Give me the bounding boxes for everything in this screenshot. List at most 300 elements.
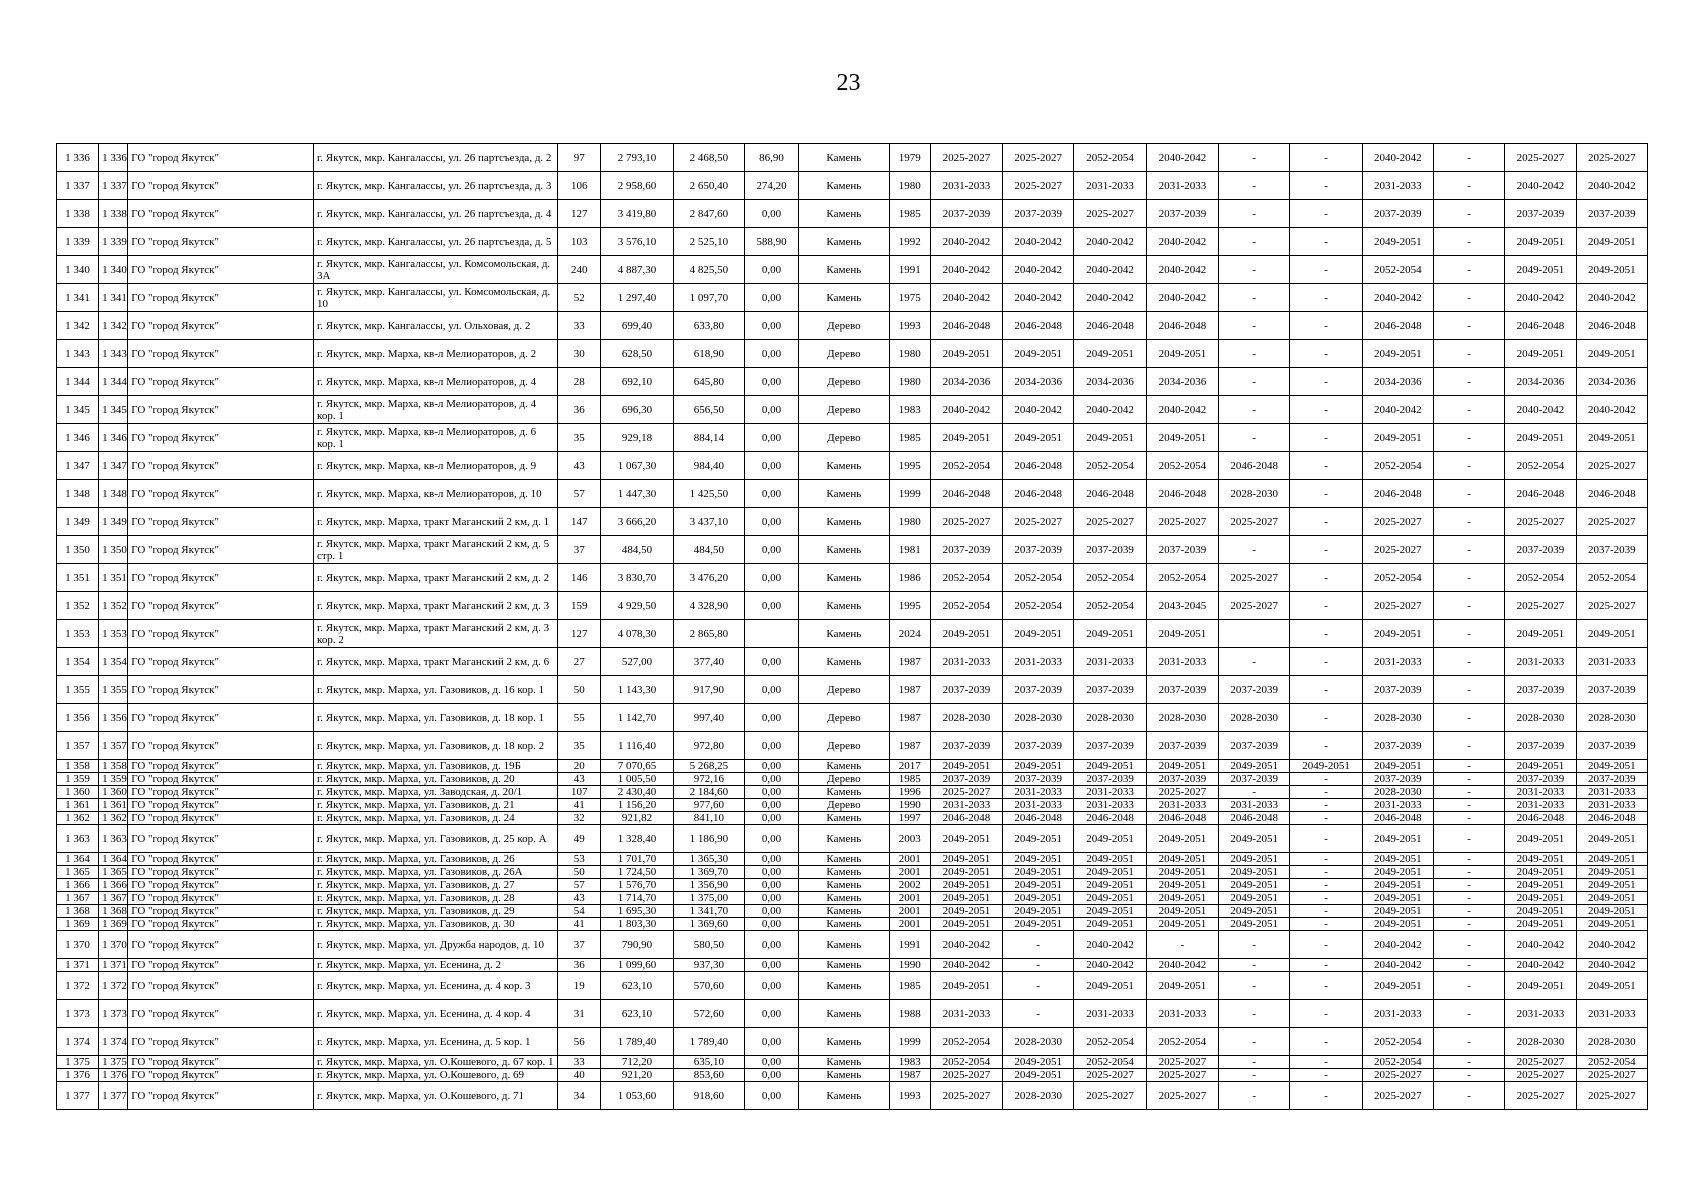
- cell-address: г. Якутск, мкр. Марха, тракт Маганский 2 км, д. 3 кор. 2: [314, 620, 558, 648]
- cell-repair-period-5: 2037-2039: [1219, 732, 1290, 760]
- cell-repair-period-4: 2052-2054: [1146, 564, 1218, 592]
- cell-address: г. Якутск, мкр. Марха, ул. Заводская, д. 20/1: [314, 786, 558, 799]
- cell-registry-number: 1 350: [99, 536, 128, 564]
- cell-total-area: 7 070,65: [601, 760, 673, 773]
- cell-repair-period-9: 2031-2033: [1505, 1000, 1576, 1028]
- table-row: [57, 773, 1648, 786]
- cell-year-built: 1993: [889, 1082, 930, 1110]
- cell-living-area: 572,60: [673, 1000, 744, 1028]
- cell-repair-period-6: -: [1290, 424, 1362, 452]
- cell-total-area: 3 419,80: [601, 200, 673, 228]
- cell-row-index: 1 362: [57, 812, 99, 825]
- cell-row-index: 1 345: [57, 396, 99, 424]
- cell-repair-period-5: -: [1219, 144, 1290, 172]
- cell-repair-period-9: 2031-2033: [1505, 648, 1576, 676]
- cell-nonresidential-area: 0,00: [744, 1082, 798, 1110]
- cell-repair-period-3: 2037-2039: [1074, 676, 1146, 704]
- cell-row-index: 1 368: [57, 905, 99, 918]
- cell-repair-period-2: 2025-2027: [1003, 172, 1074, 200]
- cell-nonresidential-area: 0,00: [744, 799, 798, 812]
- cell-municipality: ГО "город Якутск": [128, 508, 314, 536]
- cell-nonresidential-area: 0,00: [744, 396, 798, 424]
- cell-repair-period-1: 2052-2054: [930, 1056, 1002, 1069]
- cell-address: г. Якутск, мкр. Марха, ул. Газовиков, д. 16 кор. 1: [314, 676, 558, 704]
- cell-living-area: 633,80: [673, 312, 744, 340]
- cell-nonresidential-area: 86,90: [744, 144, 798, 172]
- cell-total-area: 692,10: [601, 368, 673, 396]
- cell-living-area: 917,90: [673, 676, 744, 704]
- cell-nonresidential-area: 0,00: [744, 312, 798, 340]
- cell-registry-number: 1 374: [99, 1028, 128, 1056]
- cell-apartments: 32: [558, 812, 601, 825]
- cell-repair-period-2: 2049-2051: [1003, 879, 1074, 892]
- cell-address: г. Якутск, мкр. Кангалассы, ул. Комсомольская, д. 10: [314, 284, 558, 312]
- cell-repair-period-9: 2049-2051: [1505, 424, 1576, 452]
- cell-wall-material: Камень: [798, 812, 889, 825]
- cell-apartments: 107: [558, 786, 601, 799]
- cell-nonresidential-area: 0,00: [744, 760, 798, 773]
- cell-total-area: 3 576,10: [601, 228, 673, 256]
- table-row: [57, 799, 1648, 812]
- cell-living-area: 1 097,70: [673, 284, 744, 312]
- cell-repair-period-9: 2025-2027: [1505, 1056, 1576, 1069]
- cell-year-built: 1980: [889, 368, 930, 396]
- cell-repair-period-8: -: [1434, 812, 1505, 825]
- cell-repair-period-8: -: [1434, 825, 1505, 853]
- cell-repair-period-8: -: [1434, 592, 1505, 620]
- cell-year-built: 1985: [889, 972, 930, 1000]
- cell-year-built: 1990: [889, 799, 930, 812]
- cell-wall-material: Камень: [798, 972, 889, 1000]
- cell-repair-period-8: -: [1434, 931, 1505, 959]
- cell-total-area: 1 297,40: [601, 284, 673, 312]
- cell-repair-period-4: 2037-2039: [1146, 773, 1218, 786]
- cell-repair-period-2: -: [1003, 1000, 1074, 1028]
- cell-repair-period-6: -: [1290, 905, 1362, 918]
- cell-municipality: ГО "город Якутск": [128, 879, 314, 892]
- cell-apartments: 28: [558, 368, 601, 396]
- cell-total-area: 1 695,30: [601, 905, 673, 918]
- cell-apartments: 56: [558, 1028, 601, 1056]
- cell-repair-period-4: 2040-2042: [1146, 284, 1218, 312]
- cell-repair-period-8: -: [1434, 172, 1505, 200]
- cell-repair-period-8: -: [1434, 905, 1505, 918]
- cell-registry-number: 1 372: [99, 972, 128, 1000]
- cell-repair-period-1: 2040-2042: [930, 284, 1002, 312]
- cell-repair-period-7: 2052-2054: [1362, 1056, 1433, 1069]
- cell-repair-period-10: 2049-2051: [1576, 905, 1647, 918]
- cell-repair-period-7: 2037-2039: [1362, 200, 1433, 228]
- cell-repair-period-5: -: [1219, 648, 1290, 676]
- cell-repair-period-6: -: [1290, 879, 1362, 892]
- cell-address: г. Якутск, мкр. Марха, ул. Газовиков, д. 30: [314, 918, 558, 931]
- cell-apartments: 103: [558, 228, 601, 256]
- cell-year-built: 1987: [889, 732, 930, 760]
- cell-total-area: 4 887,30: [601, 256, 673, 284]
- cell-address: г. Якутск, мкр. Марха, ул. Газовиков, д. 28: [314, 892, 558, 905]
- cell-address: г. Якутск, мкр. Марха, ул. Газовиков, д. 24: [314, 812, 558, 825]
- cell-repair-period-3: 2037-2039: [1074, 773, 1146, 786]
- cell-repair-period-10: 2049-2051: [1576, 825, 1647, 853]
- cell-repair-period-4: 2031-2033: [1146, 172, 1218, 200]
- table-row: [57, 340, 1648, 368]
- cell-repair-period-7: 2049-2051: [1362, 866, 1433, 879]
- cell-year-built: 1980: [889, 172, 930, 200]
- cell-repair-period-8: -: [1434, 284, 1505, 312]
- cell-repair-period-8: -: [1434, 799, 1505, 812]
- cell-address: г. Якутск, мкр. Марха, кв-л Мелиораторов, д. 9: [314, 452, 558, 480]
- cell-year-built: 1996: [889, 786, 930, 799]
- cell-repair-period-1: 2037-2039: [930, 676, 1002, 704]
- cell-year-built: 2001: [889, 892, 930, 905]
- cell-living-area: 3 476,20: [673, 564, 744, 592]
- cell-repair-period-10: 2025-2027: [1576, 452, 1647, 480]
- cell-total-area: 1 005,50: [601, 773, 673, 786]
- cell-registry-number: 1 366: [99, 879, 128, 892]
- cell-row-index: 1 377: [57, 1082, 99, 1110]
- cell-row-index: 1 353: [57, 620, 99, 648]
- cell-living-area: 4 825,50: [673, 256, 744, 284]
- cell-repair-period-7: 2031-2033: [1362, 648, 1433, 676]
- cell-year-built: 1981: [889, 536, 930, 564]
- cell-total-area: 1 099,60: [601, 959, 673, 972]
- cell-repair-period-1: 2037-2039: [930, 200, 1002, 228]
- cell-repair-period-9: 2049-2051: [1505, 256, 1576, 284]
- table-row: [57, 892, 1648, 905]
- cell-repair-period-9: 2052-2054: [1505, 452, 1576, 480]
- cell-repair-period-3: 2049-2051: [1074, 620, 1146, 648]
- cell-living-area: 2 468,50: [673, 144, 744, 172]
- cell-repair-period-3: 2052-2054: [1074, 1028, 1146, 1056]
- cell-total-area: 623,10: [601, 1000, 673, 1028]
- cell-address: г. Якутск, мкр. Кангалассы, ул. Ольховая, д. 2: [314, 312, 558, 340]
- cell-address: г. Якутск, мкр. Марха, кв-л Мелиораторов, д. 4 кор. 1: [314, 396, 558, 424]
- cell-row-index: 1 355: [57, 676, 99, 704]
- cell-repair-period-3: 2052-2054: [1074, 452, 1146, 480]
- cell-repair-period-5: -: [1219, 1069, 1290, 1082]
- cell-repair-period-9: 2031-2033: [1505, 786, 1576, 799]
- cell-repair-period-8: -: [1434, 892, 1505, 905]
- cell-total-area: 2 430,40: [601, 786, 673, 799]
- cell-repair-period-10: 2037-2039: [1576, 676, 1647, 704]
- cell-year-built: 1995: [889, 452, 930, 480]
- cell-repair-period-8: -: [1434, 1000, 1505, 1028]
- cell-repair-period-7: 2049-2051: [1362, 853, 1433, 866]
- cell-address: г. Якутск, мкр. Марха, ул. Газовиков, д. 18 кор. 1: [314, 704, 558, 732]
- cell-nonresidential-area: 0,00: [744, 825, 798, 853]
- cell-year-built: 1991: [889, 256, 930, 284]
- cell-repair-period-4: 2037-2039: [1146, 536, 1218, 564]
- cell-repair-period-2: 2028-2030: [1003, 1028, 1074, 1056]
- cell-nonresidential-area: 0,00: [744, 918, 798, 931]
- cell-repair-period-7: 2028-2030: [1362, 704, 1433, 732]
- cell-apartments: 41: [558, 918, 601, 931]
- cell-nonresidential-area: 0,00: [744, 648, 798, 676]
- cell-registry-number: 1 347: [99, 452, 128, 480]
- cell-wall-material: Камень: [798, 959, 889, 972]
- cell-repair-period-2: 2040-2042: [1003, 284, 1074, 312]
- cell-municipality: ГО "город Якутск": [128, 676, 314, 704]
- cell-living-area: 3 437,10: [673, 508, 744, 536]
- cell-municipality: ГО "город Якутск": [128, 812, 314, 825]
- cell-repair-period-6: -: [1290, 732, 1362, 760]
- cell-address: г. Якутск, мкр. Марха, ул. Есенина, д. 4 кор. 4: [314, 1000, 558, 1028]
- cell-repair-period-3: 2037-2039: [1074, 732, 1146, 760]
- cell-nonresidential-area: 0,00: [744, 200, 798, 228]
- cell-repair-period-7: 2037-2039: [1362, 732, 1433, 760]
- cell-repair-period-6: -: [1290, 812, 1362, 825]
- cell-row-index: 1 364: [57, 853, 99, 866]
- cell-repair-period-3: 2025-2027: [1074, 200, 1146, 228]
- cell-address: г. Якутск, мкр. Марха, ул. Газовиков, д. 27: [314, 879, 558, 892]
- cell-row-index: 1 348: [57, 480, 99, 508]
- cell-total-area: 1 701,70: [601, 853, 673, 866]
- cell-repair-period-2: 2049-2051: [1003, 340, 1074, 368]
- cell-repair-period-5: 2049-2051: [1219, 905, 1290, 918]
- cell-nonresidential-area: 0,00: [744, 786, 798, 799]
- cell-repair-period-7: 2046-2048: [1362, 812, 1433, 825]
- cell-repair-period-2: 2046-2048: [1003, 812, 1074, 825]
- cell-repair-period-10: 2049-2051: [1576, 424, 1647, 452]
- table-row: [57, 452, 1648, 480]
- cell-registry-number: 1 345: [99, 396, 128, 424]
- cell-repair-period-1: 2049-2051: [930, 892, 1002, 905]
- cell-repair-period-4: 2040-2042: [1146, 228, 1218, 256]
- cell-repair-period-2: 2037-2039: [1003, 536, 1074, 564]
- cell-repair-period-4: 2049-2051: [1146, 620, 1218, 648]
- cell-repair-period-10: 2040-2042: [1576, 172, 1647, 200]
- cell-address: г. Якутск, мкр. Марха, ул. Есенина, д. 2: [314, 959, 558, 972]
- cell-municipality: ГО "город Якутск": [128, 931, 314, 959]
- cell-municipality: ГО "город Якутск": [128, 959, 314, 972]
- cell-year-built: 1991: [889, 931, 930, 959]
- cell-wall-material: Камень: [798, 648, 889, 676]
- cell-repair-period-10: 2052-2054: [1576, 1056, 1647, 1069]
- cell-repair-period-2: 2049-2051: [1003, 760, 1074, 773]
- cell-repair-period-7: 2052-2054: [1362, 256, 1433, 284]
- cell-row-index: 1 375: [57, 1056, 99, 1069]
- cell-nonresidential-area: 588,90: [744, 228, 798, 256]
- cell-repair-period-1: 2031-2033: [930, 172, 1002, 200]
- cell-address: г. Якутск, мкр. Кангалассы, ул. Комсомольская, д. 3А: [314, 256, 558, 284]
- cell-repair-period-2: 2028-2030: [1003, 1082, 1074, 1110]
- cell-total-area: 1 143,30: [601, 676, 673, 704]
- cell-repair-period-8: -: [1434, 1028, 1505, 1056]
- cell-repair-period-9: 2049-2051: [1505, 892, 1576, 905]
- cell-nonresidential-area: 0,00: [744, 284, 798, 312]
- cell-year-built: 1985: [889, 424, 930, 452]
- cell-repair-period-9: 2031-2033: [1505, 799, 1576, 812]
- cell-wall-material: Камень: [798, 760, 889, 773]
- cell-wall-material: Камень: [798, 256, 889, 284]
- cell-repair-period-8: -: [1434, 144, 1505, 172]
- cell-repair-period-8: -: [1434, 786, 1505, 799]
- cell-repair-period-5: 2046-2048: [1219, 812, 1290, 825]
- cell-row-index: 1 361: [57, 799, 99, 812]
- cell-nonresidential-area: 0,00: [744, 931, 798, 959]
- table-row: [57, 172, 1648, 200]
- cell-repair-period-6: -: [1290, 564, 1362, 592]
- cell-nonresidential-area: 0,00: [744, 564, 798, 592]
- cell-wall-material: Камень: [798, 228, 889, 256]
- cell-repair-period-7: 2049-2051: [1362, 228, 1433, 256]
- cell-repair-period-10: 2037-2039: [1576, 536, 1647, 564]
- table-row: [57, 1069, 1648, 1082]
- cell-repair-period-6: -: [1290, 256, 1362, 284]
- cell-repair-period-2: 2049-2051: [1003, 1056, 1074, 1069]
- cell-apartments: 52: [558, 284, 601, 312]
- cell-apartments: 57: [558, 879, 601, 892]
- cell-repair-period-3: 2040-2042: [1074, 228, 1146, 256]
- cell-repair-period-8: -: [1434, 918, 1505, 931]
- cell-repair-period-4: 2049-2051: [1146, 760, 1218, 773]
- cell-registry-number: 1 367: [99, 892, 128, 905]
- cell-registry-number: 1 362: [99, 812, 128, 825]
- cell-repair-period-1: 2052-2054: [930, 564, 1002, 592]
- cell-municipality: ГО "город Якутск": [128, 200, 314, 228]
- cell-repair-period-4: 2025-2027: [1146, 786, 1218, 799]
- cell-apartments: 19: [558, 972, 601, 1000]
- cell-repair-period-6: -: [1290, 480, 1362, 508]
- cell-repair-period-9: 2028-2030: [1505, 1028, 1576, 1056]
- cell-wall-material: Камень: [798, 284, 889, 312]
- cell-repair-period-5: 2028-2030: [1219, 704, 1290, 732]
- cell-repair-period-8: -: [1434, 424, 1505, 452]
- cell-address: г. Якутск, мкр. Марха, ул. Газовиков, д. 20: [314, 773, 558, 786]
- cell-row-index: 1 346: [57, 424, 99, 452]
- cell-apartments: 106: [558, 172, 601, 200]
- cell-nonresidential-area: 0,00: [744, 1056, 798, 1069]
- cell-address: г. Якутск, мкр. Марха, ул. О.Кошевого, д. 71: [314, 1082, 558, 1110]
- cell-repair-period-2: 2034-2036: [1003, 368, 1074, 396]
- cell-registry-number: 1 358: [99, 760, 128, 773]
- cell-repair-period-4: 2043-2045: [1146, 592, 1218, 620]
- cell-repair-period-7: 2040-2042: [1362, 931, 1433, 959]
- cell-apartments: 36: [558, 396, 601, 424]
- cell-wall-material: Камень: [798, 1056, 889, 1069]
- table-row: [57, 648, 1648, 676]
- cell-repair-period-7: 2031-2033: [1362, 1000, 1433, 1028]
- table-row: [57, 620, 1648, 648]
- table-row: [57, 918, 1648, 931]
- cell-repair-period-2: 2037-2039: [1003, 200, 1074, 228]
- table-row: [57, 200, 1648, 228]
- cell-living-area: 977,60: [673, 799, 744, 812]
- cell-repair-period-2: 2025-2027: [1003, 508, 1074, 536]
- cell-address: г. Якутск, мкр. Марха, кв-л Мелиораторов, д. 10: [314, 480, 558, 508]
- cell-repair-period-2: 2049-2051: [1003, 620, 1074, 648]
- cell-repair-period-1: 2028-2030: [930, 704, 1002, 732]
- cell-row-index: 1 366: [57, 879, 99, 892]
- cell-registry-number: 1 375: [99, 1056, 128, 1069]
- cell-apartments: 37: [558, 931, 601, 959]
- cell-year-built: 1995: [889, 592, 930, 620]
- cell-repair-period-7: 2052-2054: [1362, 452, 1433, 480]
- cell-total-area: 1 789,40: [601, 1028, 673, 1056]
- cell-municipality: ГО "город Якутск": [128, 1056, 314, 1069]
- cell-living-area: 997,40: [673, 704, 744, 732]
- cell-repair-period-7: 2049-2051: [1362, 424, 1433, 452]
- cell-repair-period-9: 2025-2027: [1505, 144, 1576, 172]
- cell-wall-material: Дерево: [798, 732, 889, 760]
- cell-municipality: ГО "город Якутск": [128, 424, 314, 452]
- cell-repair-period-6: -: [1290, 972, 1362, 1000]
- cell-municipality: ГО "город Якутск": [128, 312, 314, 340]
- cell-repair-period-6: -: [1290, 284, 1362, 312]
- cell-nonresidential-area: 0,00: [744, 368, 798, 396]
- cell-registry-number: 1 348: [99, 480, 128, 508]
- cell-repair-period-3: 2025-2027: [1074, 1082, 1146, 1110]
- cell-repair-period-8: -: [1434, 1069, 1505, 1082]
- cell-repair-period-9: 2049-2051: [1505, 879, 1576, 892]
- cell-address: г. Якутск, мкр. Кангалассы, ул. 26 партсъезда, д. 2: [314, 144, 558, 172]
- cell-address: г. Якутск, мкр. Марха, ул. Есенина, д. 5 кор. 1: [314, 1028, 558, 1056]
- cell-total-area: 1 116,40: [601, 732, 673, 760]
- cell-living-area: 2 525,10: [673, 228, 744, 256]
- cell-repair-period-3: 2040-2042: [1074, 931, 1146, 959]
- cell-apartments: 27: [558, 648, 601, 676]
- housing-table: [56, 143, 1648, 1110]
- cell-municipality: ГО "город Якутск": [128, 760, 314, 773]
- cell-living-area: 618,90: [673, 340, 744, 368]
- cell-repair-period-7: 2040-2042: [1362, 284, 1433, 312]
- cell-row-index: 1 338: [57, 200, 99, 228]
- cell-repair-period-6: -: [1290, 959, 1362, 972]
- cell-repair-period-10: 2049-2051: [1576, 853, 1647, 866]
- cell-repair-period-9: 2040-2042: [1505, 172, 1576, 200]
- cell-wall-material: Дерево: [798, 396, 889, 424]
- cell-total-area: 3 666,20: [601, 508, 673, 536]
- cell-repair-period-5: 2031-2033: [1219, 799, 1290, 812]
- cell-municipality: ГО "город Якутск": [128, 648, 314, 676]
- cell-year-built: 1986: [889, 564, 930, 592]
- cell-address: г. Якутск, мкр. Марха, кв-л Мелиораторов, д. 6 кор. 1: [314, 424, 558, 452]
- cell-repair-period-7: 2037-2039: [1362, 773, 1433, 786]
- cell-year-built: 1997: [889, 812, 930, 825]
- cell-repair-period-1: 2025-2027: [930, 1082, 1002, 1110]
- cell-municipality: ГО "город Якутск": [128, 786, 314, 799]
- cell-repair-period-1: 2049-2051: [930, 879, 1002, 892]
- cell-repair-period-1: 2025-2027: [930, 144, 1002, 172]
- cell-living-area: 918,60: [673, 1082, 744, 1110]
- cell-repair-period-2: -: [1003, 959, 1074, 972]
- cell-repair-period-2: 2031-2033: [1003, 799, 1074, 812]
- cell-wall-material: Камень: [798, 931, 889, 959]
- cell-repair-period-7: 2049-2051: [1362, 340, 1433, 368]
- cell-registry-number: 1 353: [99, 620, 128, 648]
- cell-repair-period-9: 2025-2027: [1505, 1069, 1576, 1082]
- cell-repair-period-6: -: [1290, 1056, 1362, 1069]
- cell-apartments: 54: [558, 905, 601, 918]
- cell-repair-period-5: -: [1219, 312, 1290, 340]
- cell-repair-period-5: -: [1219, 256, 1290, 284]
- cell-row-index: 1 344: [57, 368, 99, 396]
- cell-municipality: ГО "город Якутск": [128, 284, 314, 312]
- cell-row-index: 1 349: [57, 508, 99, 536]
- cell-registry-number: 1 376: [99, 1069, 128, 1082]
- cell-total-area: 1 714,70: [601, 892, 673, 905]
- cell-nonresidential-area: 0,00: [744, 592, 798, 620]
- cell-address: г. Якутск, мкр. Марха, ул. О.Кошевого, д. 67 кор. 1: [314, 1056, 558, 1069]
- cell-registry-number: 1 336: [99, 144, 128, 172]
- cell-repair-period-1: 2046-2048: [930, 312, 1002, 340]
- cell-repair-period-10: 2025-2027: [1576, 508, 1647, 536]
- table-row: [57, 676, 1648, 704]
- cell-repair-period-5: 2049-2051: [1219, 866, 1290, 879]
- cell-year-built: 1988: [889, 1000, 930, 1028]
- cell-repair-period-10: 2049-2051: [1576, 879, 1647, 892]
- cell-repair-period-7: 2034-2036: [1362, 368, 1433, 396]
